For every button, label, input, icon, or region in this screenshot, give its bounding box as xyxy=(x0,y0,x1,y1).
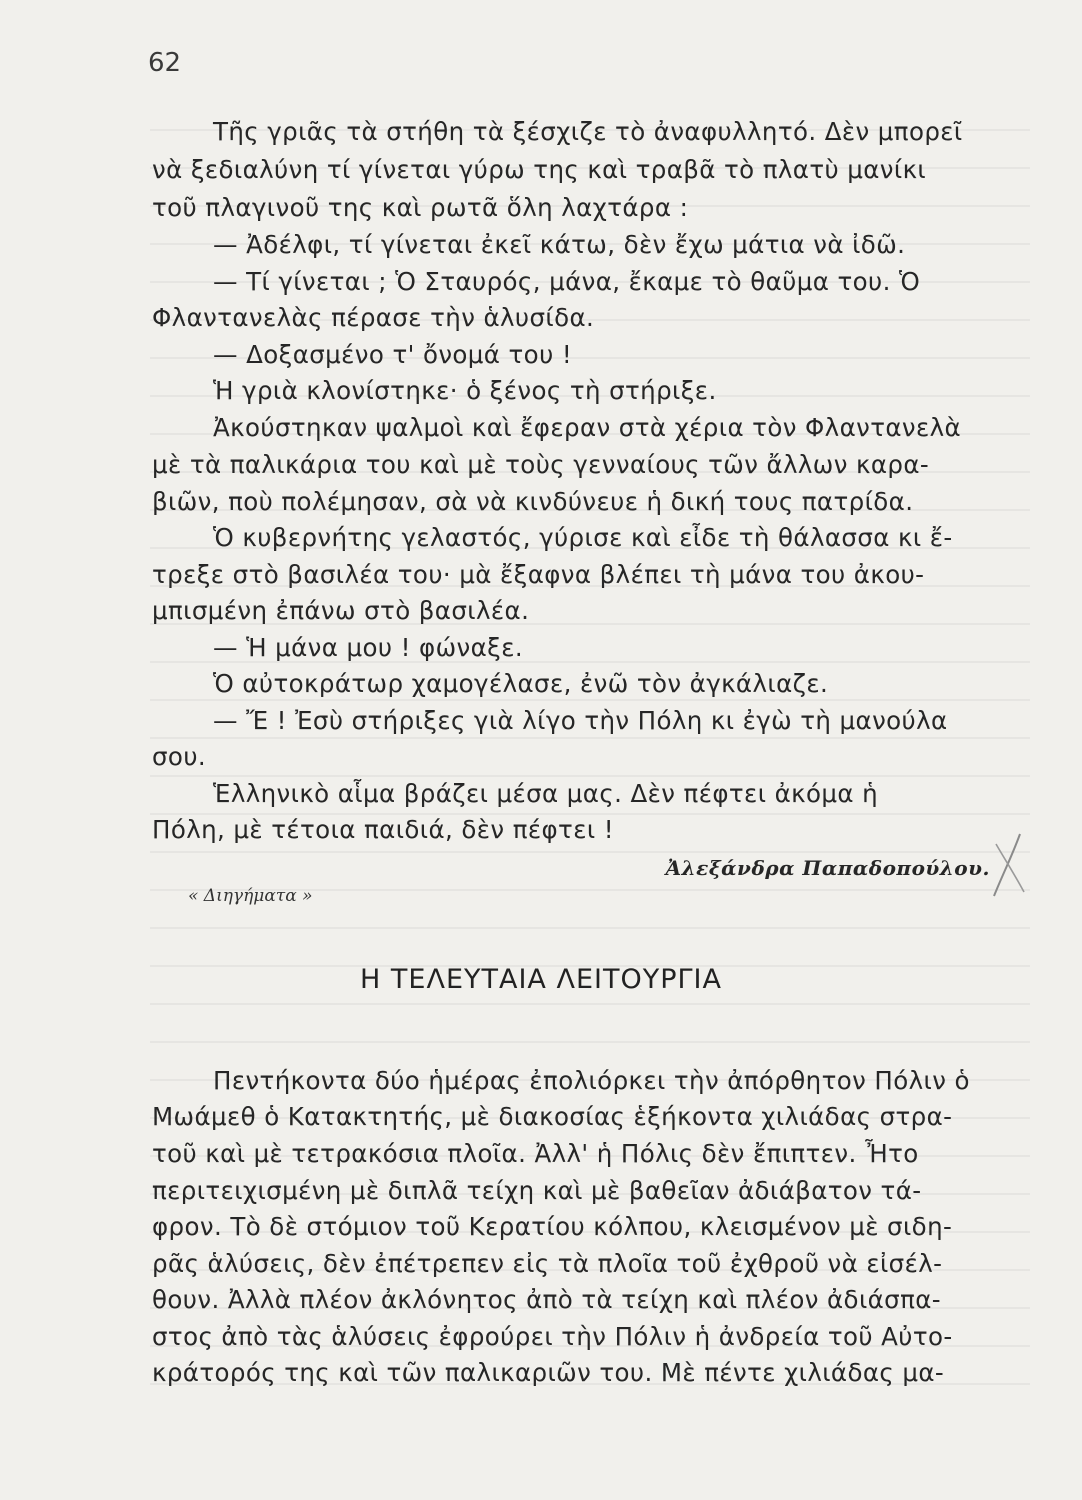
text-line: βιῶν, ποὺ πολέμησαν, σὰ νὰ κινδύνευε ἡ δική τους πατρίδα. xyxy=(152,487,914,516)
page-number: 62 xyxy=(148,48,182,78)
text-line: φρον. Τὸ δὲ στόμιον τοῦ Κερατίου κόλπου, κλεισμένον μὲ σιδη- xyxy=(152,1212,953,1241)
text-line: Ἡ γριὰ κλονίστηκε· ὁ ξένος τὴ στήριξε. xyxy=(213,376,717,405)
text-line: ρᾶς ἁλύσεις, δὲν ἐπέτρεπεν εἰς τὰ πλοῖα τοῦ ἐχθροῦ νὰ εἰσέλ- xyxy=(152,1249,943,1278)
author-signature: Ἀλεξάνδρα Παπαδοπούλου. xyxy=(665,856,990,880)
source-citation: « Διηγήματα » xyxy=(188,886,313,906)
text-line: νὰ ξεδιαλύνη τί γίνεται γύρω της καὶ τραβᾶ τὸ πλατὺ μανίκι xyxy=(152,155,927,184)
text-line: Τῆς γριᾶς τὰ στήθη τὰ ξέσχιζε τὸ ἀναφυλλητό. Δὲν μπορεῖ xyxy=(213,117,963,146)
text-line: τοῦ καὶ μὲ τετρακόσια πλοῖα. Ἀλλ' ἡ Πόλις δὲν ἔπιπτεν. Ἦτο xyxy=(152,1139,919,1168)
text-line: Πόλη, μὲ τέτοια παιδιά, δὲν πέφτει ! xyxy=(152,815,614,844)
pen-mark-icon xyxy=(990,830,1030,900)
text-line: μὲ τὰ παλικάρια του καὶ μὲ τοὺς γενναίους τῶν ἄλλων καρα- xyxy=(152,450,930,479)
dialogue-line: — Ἀδέλφι, τί γίνεται ἐκεῖ κάτω, δὲν ἔχω μάτια νὰ ἰδῶ. xyxy=(213,230,906,259)
text-line: περιτειχισμένη μὲ διπλᾶ τείχη καὶ μὲ βαθεῖαν ἀδιάβατον τά- xyxy=(152,1176,922,1205)
text-line: θουν. Ἀλλὰ πλέον ἀκλόνητος ἀπὸ τὰ τείχη καὶ πλέον ἀδιάσπα- xyxy=(152,1285,942,1314)
text-line: Πεντήκοντα δύο ἡμέρας ἐπολιόρκει τὴν ἀπόρθητον Πόλιν ὁ xyxy=(213,1066,970,1095)
section-title: Η ΤΕΛΕΥΤΑΙΑ ΛΕΙΤΟΥΡΓΙΑ xyxy=(360,964,722,995)
text-line: κράτορός της καὶ τῶν παλικαριῶν του. Μὲ πέντε χιλιάδας μα- xyxy=(152,1358,945,1387)
text-line: μπισμένη ἐπάνω στὸ βασιλέα. xyxy=(152,596,530,625)
text-line: τοῦ πλαγινοῦ της καὶ ρωτᾶ ὅλη λαχτάρα : xyxy=(152,193,689,222)
dialogue-line: — Ἡ μάνα μου ! φώναξε. xyxy=(213,633,524,662)
text-line: Μωάμεθ ὁ Κατακτητής, μὲ διακοσίας ἑξήκοντα χιλιάδας στρα- xyxy=(152,1102,953,1131)
text-line: τρεξε στὸ βασιλέα του· μὰ ἔξαφνα βλέπει τὴ μάνα του ἀκου- xyxy=(152,560,925,589)
text-line: Ἑλληνικὸ αἷμα βράζει μέσα μας. Δὲν πέφτει ἀκόμα ἡ xyxy=(213,779,879,808)
dialogue-line: — Τί γίνεται ; Ὁ Σταυρός, μάνα, ἔκαμε τὸ θαῦμα του. Ὁ xyxy=(213,267,921,296)
text-line: στος ἀπὸ τὰς ἁλύσεις ἐφρούρει τὴν Πόλιν ἡ ἀνδρεία τοῦ Αὐτο- xyxy=(152,1322,953,1351)
text-line: Ὁ κυβερνήτης γελαστός, γύρισε καὶ εἶδε τὴ θάλασσα κι ἔ- xyxy=(213,523,953,552)
dialogue-line: — Ἔ ! Ἐσὺ στήριξες γιὰ λίγο τὴν Πόλη κι ἐγὼ τὴ μανούλα xyxy=(213,706,948,735)
text-line: Ὁ αὐτοκράτωρ χαμογέλασε, ἐνῶ τὸν ἀγκάλιαζε. xyxy=(213,669,829,698)
text-line: Ἀκούστηκαν ψαλμοὶ καὶ ἔφεραν στὰ χέρια τὸν Φλαντανελὰ xyxy=(213,413,962,442)
dialogue-line: — Δοξασμένο τ' ὄνομά του ! xyxy=(213,340,573,369)
text-line: Φλαντανελὰς πέρασε τὴν ἁλυσίδα. xyxy=(152,303,595,332)
text-line: σου. xyxy=(152,742,207,771)
